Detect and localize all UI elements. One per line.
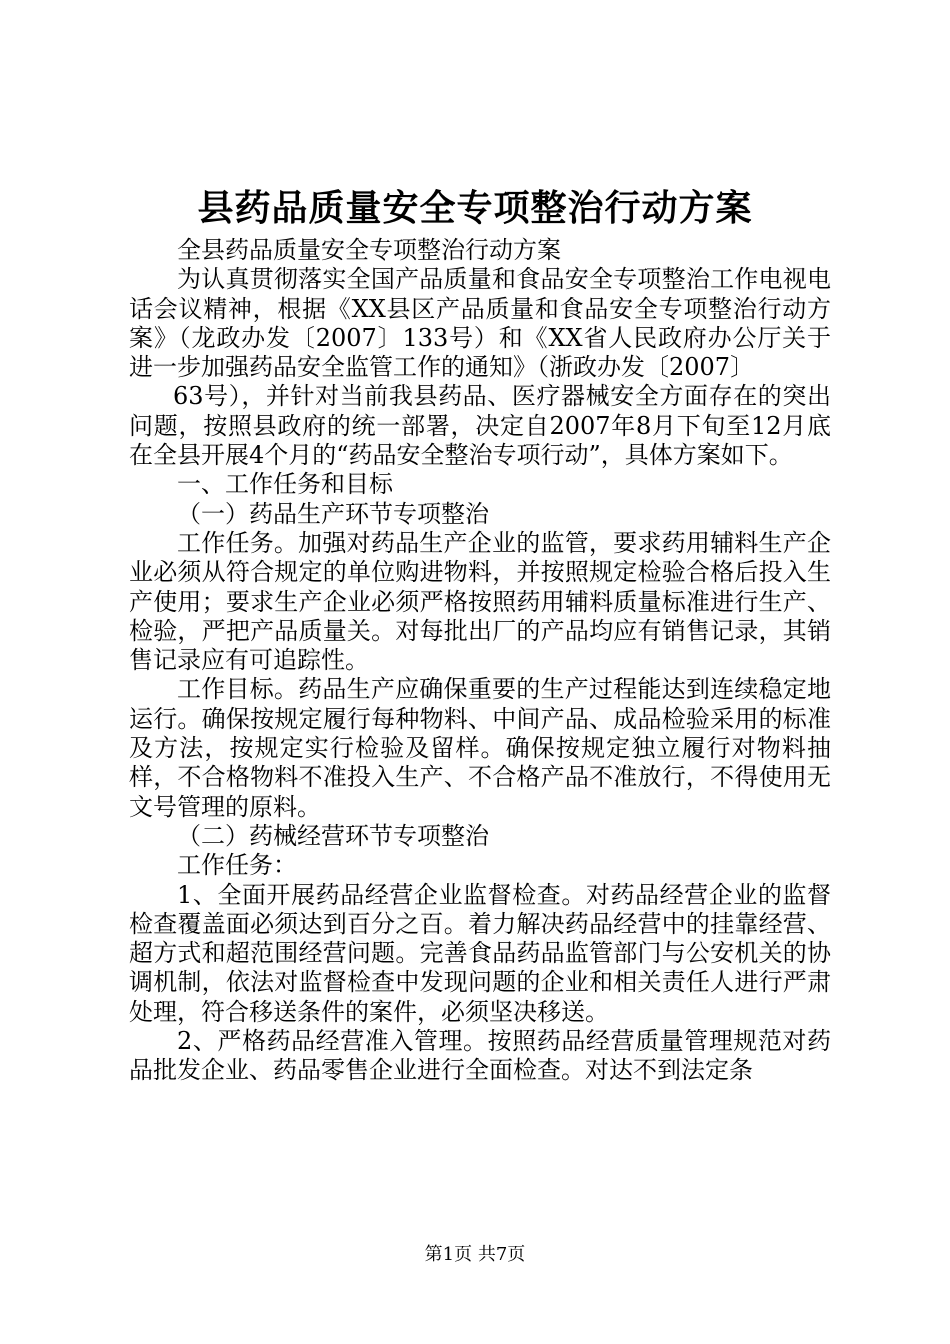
- list-item: 1、全面开展药品经营企业监督检查。对药品经营企业的监督检查覆盖面必须达到百分之百。着力解决药品经营中的挂靠经营、超方式和超范围经营问题。完善食品药品监管部门与公安机关的协调机制，依法对监督检查中发现问题的企业和相关责任人进行严肃处理，符合移送条件的案件，必须坚决移送。: [129, 880, 831, 1026]
- document-body: [129, 236, 831, 1086]
- paragraph-task-label: 工作任务：: [177, 851, 297, 880]
- paragraph-production-goal: 工作目标。药品生产应确保重要的生产过程能达到连续稳定地运行。确保按规定履行每种物料、中间产品、成品检验采用的标准及方法，按规定实行检验及留样。确保按规定独立履行对物料抽样，不合格物料不准投入生产、不合格产品不准放行，不得使用无文号管理的原料。: [129, 675, 831, 821]
- paragraph-subtitle: 全县药品质量安全专项整治行动方案: [177, 236, 561, 264]
- page-footer: 第1页 共7页: [424, 1244, 526, 1265]
- subsection-heading: （一）药品生产环节专项整治: [177, 499, 489, 528]
- paragraph-production-task: 工作任务。加强对药品生产企业的监管，要求药用辅料生产企业必须从符合规定的单位购进物料，并按照规定检验合格后投入生产使用；要求生产企业必须严格按照药用辅料质量标准进行生产、检验，严把产品质量关。对每批出厂的产品均应有销售记录，其销售记录应有可追踪性。: [129, 528, 831, 675]
- list-item: 2、严格药品经营准入管理。按照药品经营质量管理规范对药品批发企业、药品零售企业进行全面检查。对达不到法定条: [129, 1027, 831, 1085]
- section-heading: 一、工作任务和目标: [177, 470, 393, 499]
- paragraph-intro: 为认真贯彻落实全国产品质量和食品安全专项整治工作电视电话会议精神，根据《XX县区产品质量和食品安全专项整治行动方案》（龙政办发〔2007〕133号）和《XX省人民政府办公厅关于进一步加强药品安全监管工作的通知》（浙政办发〔2007〕: [129, 265, 831, 382]
- paragraph-intro-continued: 63号），并针对当前我县药品、医疗器械安全方面存在的突出问题，按照县政府的统一部署，决定自2007年8月下旬至12月底在全县开展4个月的“药品安全整治专项行动”，具体方案如下。: [129, 382, 831, 470]
- document-title: 县药品质量安全专项整治行动方案: [197, 188, 753, 229]
- subsection-heading: （二）药械经营环节专项整治: [177, 821, 489, 850]
